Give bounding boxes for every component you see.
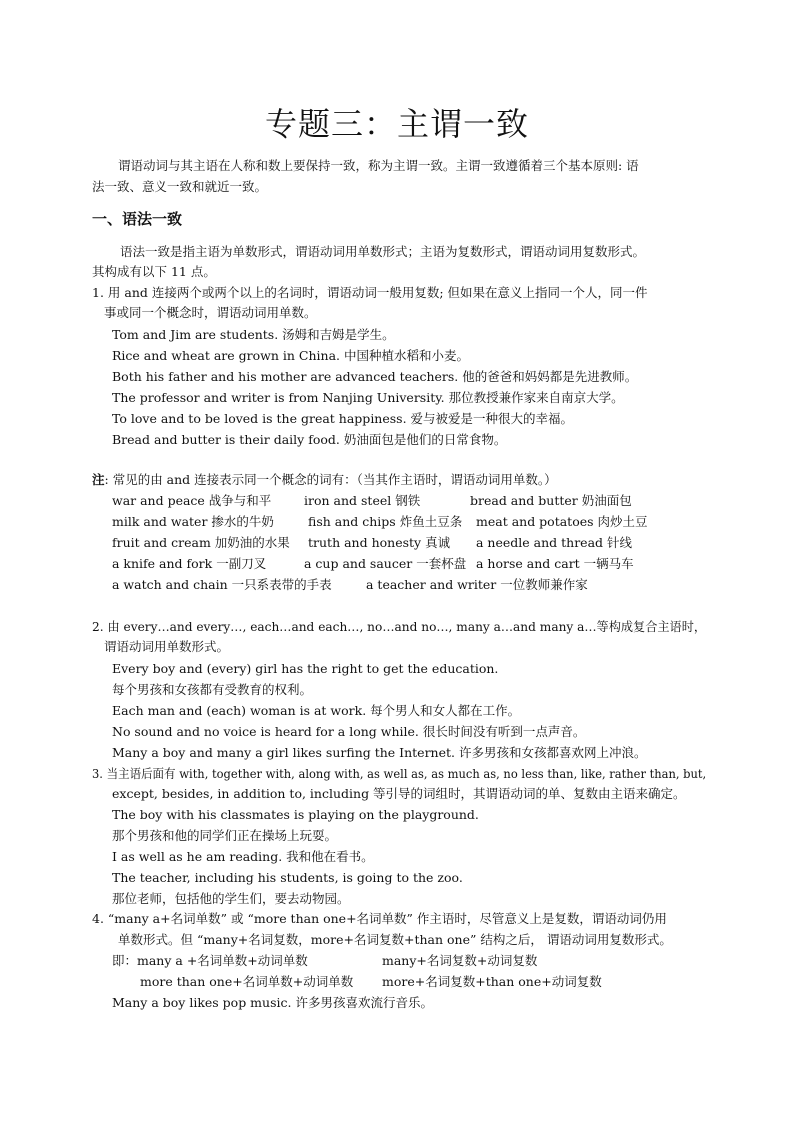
rule1-line-1: 1. 用 and 连接两个或两个以上的名词时，谓语动词一般用复数; 但如果在意义上指同一个人，同一件 — [92, 285, 648, 300]
note-text: : 常见的由 and 连接表示同一个概念的词有：（当其作主语时，谓语动词用单数。） — [104, 472, 557, 487]
rule3-line-1: 3. 当主语后面有 with, together with, along with, as well as, as much as, no less than, like, rather than, but, — [92, 766, 707, 781]
phrase-pair: war and peace 战争与和平 — [112, 493, 272, 508]
form-pattern: more+名词复数+than one+动词复数 — [382, 974, 602, 989]
rule3-line-2: except, besides, in addition to, including 等引导的词组时，其谓语动词的单、复数由主语来确定。 — [112, 786, 686, 801]
form-pattern: many+名词复数+动词复数 — [382, 953, 538, 968]
rule1-example: Bread and butter is their daily food. 奶油面包是他们的日常食物。 — [112, 432, 507, 447]
rule3-example: I as well as he am reading. 我和他在看书。 — [112, 849, 374, 864]
note-line — [92, 471, 557, 489]
page-title: 专题三：主谓一致 — [264, 105, 529, 143]
rule3-example: 那个男孩和他的同学们正在操场上玩耍。 — [112, 828, 338, 843]
phrase-pair: a watch and chain 一只系表带的手表 — [112, 577, 332, 592]
phrase-pair: fish and chips 炸鱼土豆条 — [308, 514, 463, 529]
phrase-pair: a horse and cart 一辆马车 — [476, 556, 634, 571]
phrase-pair: fruit and cream 加奶油的水果 — [112, 535, 290, 550]
rule4-line-1: 4. “many a+名词单数” 或 “more than one+名词单数” 作主语时，尽管意义上是复数，谓语动词仍用 — [92, 911, 667, 926]
rule2-example: Each man and (each) woman is at work. 每个男人和女人都在工作。 — [112, 703, 521, 718]
rule2-line-1: 2. 由 every…and every…, each…and each…, no…and no…, many a…and many a…等构成复合主语时， — [92, 619, 707, 634]
intro-line-2: 法一致、意义一致和就近一致。 — [92, 179, 268, 194]
form-pattern: more than one+名词单数+动词单数 — [140, 974, 354, 989]
phrase-pair: bread and butter 奶油面包 — [470, 493, 632, 508]
rule2-example: Every boy and (every) girl has the right to get the education. — [112, 661, 499, 676]
rule1-example: Rice and wheat are grown in China. 中国种植水稻和小麦。 — [112, 348, 469, 363]
section-heading-grammatical: 一、语法一致 — [92, 210, 183, 228]
section1-intro-line-2: 其构成有以下 11 点。 — [92, 264, 216, 279]
phrase-pair: a cup and saucer 一套杯盘 — [304, 556, 467, 571]
form-pattern: 即：many a +名词单数+动词单数 — [112, 953, 308, 968]
rule1-example: Both his father and his mother are advanced teachers. 他的爸爸和妈妈都是先进教师。 — [112, 369, 638, 384]
phrase-pair: a needle and thread 针线 — [476, 535, 632, 550]
phrase-pair: a teacher and writer 一位教师兼作家 — [366, 577, 588, 592]
rule2-example: 每个男孩和女孩都有受教育的权利。 — [112, 682, 313, 697]
phrase-pair: meat and potatoes 肉炒土豆 — [476, 514, 648, 529]
rule2-line-2: 谓语动词用单数形式。 — [104, 639, 230, 654]
note-label: 注 — [92, 472, 105, 487]
rule1-example: Tom and Jim are students. 汤姆和吉姆是学生。 — [112, 327, 395, 342]
rule4-example: Many a boy likes pop music. 许多男孩喜欢流行音乐。 — [112, 995, 433, 1010]
phrase-pair: iron and steel 钢铁 — [304, 493, 421, 508]
phrase-pair: truth and honesty 真诚 — [308, 535, 451, 550]
rule4-line-2: 单数形式。但 “many+名词复数，more+名词复数+than one” 结构之后， 谓语动词用复数形式。 — [118, 932, 672, 947]
rule1-example: The professor and writer is from Nanjing University. 那位教授兼作家来自南京大学。 — [112, 390, 624, 405]
phrase-pair: a knife and fork 一副刀叉 — [112, 556, 267, 571]
rule3-example: 那位老师，包括他的学生们，要去动物园。 — [112, 891, 350, 906]
rule1-line-2: 事或同一个概念时，谓语动词用单数。 — [104, 305, 317, 320]
phrase-pair: milk and water 掺水的牛奶 — [112, 514, 274, 529]
rule2-example: Many a boy and many a girl likes surfing the Internet. 许多男孩和女孩都喜欢网上冲浪。 — [112, 745, 647, 760]
rule3-example: The teacher, including his students, is going to the zoo. — [112, 870, 463, 885]
rule3-example: The boy with his classmates is playing on the playground. — [112, 807, 479, 822]
section1-intro-line-1: 语法一致是指主语为单数形式，谓语动词用单数形式；主语为复数形式，谓语动词用复数形式。 — [120, 244, 646, 259]
rule1-example: To love and to be loved is the great happiness. 爱与被爱是一种很大的幸福。 — [112, 411, 574, 426]
intro-line-1: 谓语动词与其主语在人称和数上要保持一致，称为主谓一致。主谓一致遵循着三个基本原则: 语 — [118, 158, 639, 173]
rule2-example: No sound and no voice is heard for a long while. 很长时间没有听到一点声音。 — [112, 724, 586, 739]
